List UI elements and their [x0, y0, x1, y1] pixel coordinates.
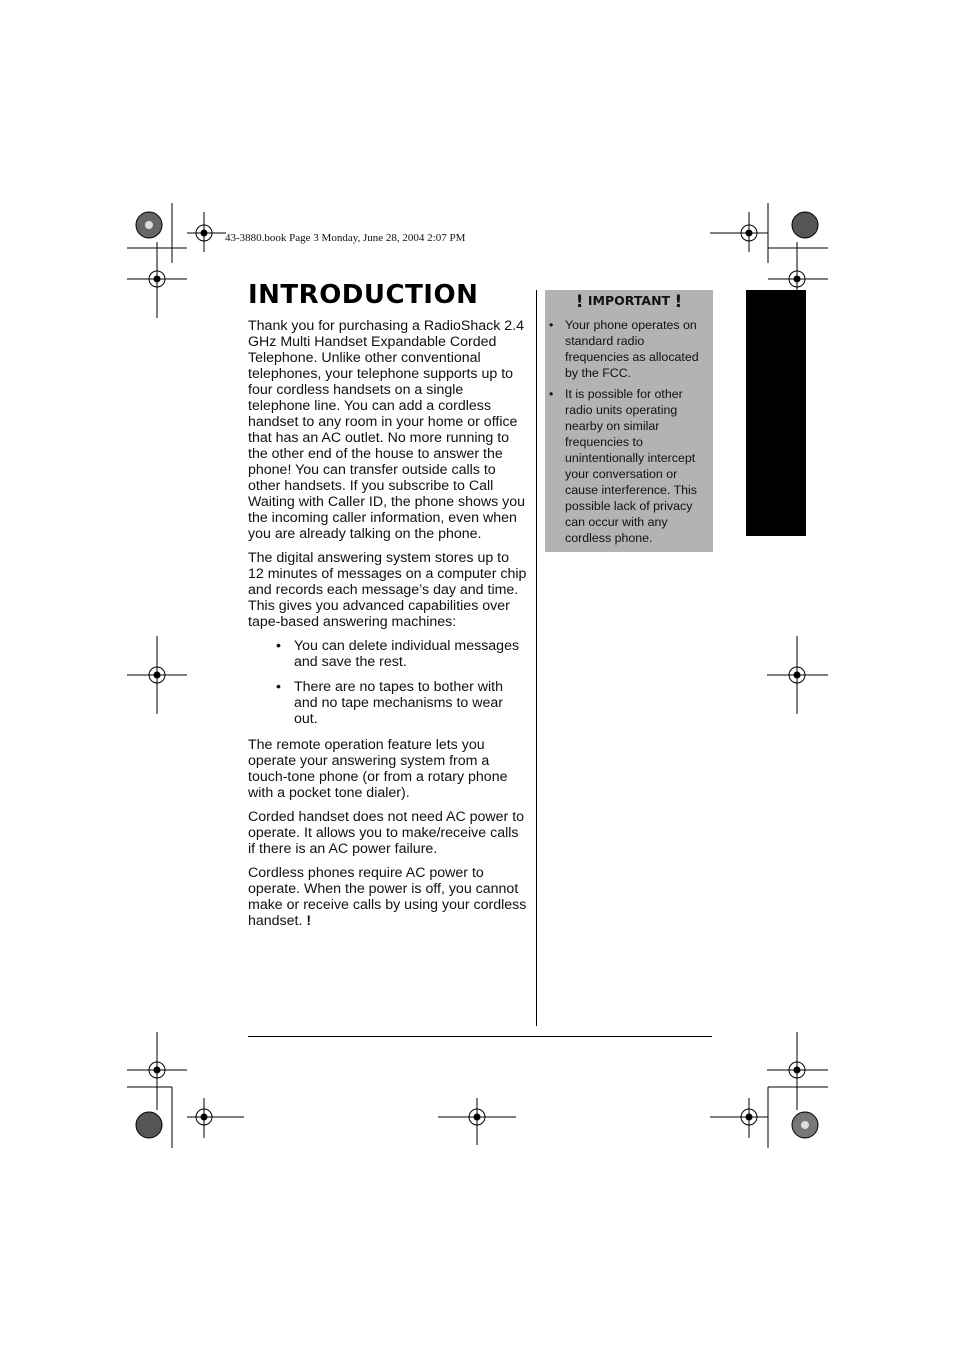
exclamation-icon: !	[575, 292, 584, 312]
print-header: 43-3880.book Page 3 Monday, June 28, 2004 2:07 PM	[225, 232, 466, 244]
bullet-icon: •	[276, 679, 281, 695]
bullet-icon: •	[549, 387, 554, 401]
bullet-icon: •	[549, 318, 554, 332]
important-list	[545, 313, 713, 546]
end-mark-icon: !	[306, 913, 312, 929]
corded-paragraph: Corded handset does not need AC power to operate. It allows you to make/receive calls if there is an AC power failure.	[248, 809, 525, 857]
list-item: • It is possible for other radio units operating nearby on similar frequencies to unintentionally intercept your conversation or cause interference. This possible lack of privacy can occur with any cordless phone.	[549, 387, 698, 545]
footer-rule	[248, 1036, 712, 1037]
main-column	[248, 318, 528, 937]
important-heading	[545, 290, 713, 313]
answering-bullet-list	[248, 638, 528, 727]
remote-paragraph: The remote operation feature lets you operate your answering system from a touch-tone phone (or from a rotary phone with a pocket tone dialer).	[248, 737, 508, 801]
answering-paragraph: The digital answering system stores up to 12 minutes of messages on a computer chip and records each message’s day and time. This gives you advanced capabilities over tape-based answering machines:	[248, 550, 527, 630]
list-item: • You can delete individual messages and save the rest.	[276, 638, 520, 670]
important-note-box	[545, 290, 713, 552]
exclamation-icon: !	[674, 292, 683, 312]
column-divider	[536, 290, 537, 1026]
intro-paragraph: Thank you for purchasing a RadioShack 2.4 GHz Multi Handset Expandable Corded Telephone. Unlike other conventional telephones, your telephone supports up to four cordless handsets on a single telephone line. You can add a cordless handset to any room in your home or office that has an AC outlet. No more running to the other end of the house to answer the phone! You can transfer outside calls to other handsets. If you subscribe to Call Waiting with Caller ID, the phone shows you the incoming caller information, even when you are already talking on the phone.	[248, 318, 526, 542]
list-item: • Your phone operates on standard radio frequencies as allocated by the FCC.	[549, 318, 699, 380]
cordless-paragraph: Cordless phones require AC power to operate. When the power is off, you cannot make or receive calls by using your cordless handset. !	[248, 865, 527, 929]
list-item: • There are no tapes to bother with and no tape mechanisms to wear out.	[276, 679, 503, 727]
page-title: INTRODUCTION	[248, 280, 479, 310]
section-tab	[746, 290, 806, 536]
bullet-icon: •	[276, 638, 281, 654]
important-label: IMPORTANT	[587, 293, 671, 308]
